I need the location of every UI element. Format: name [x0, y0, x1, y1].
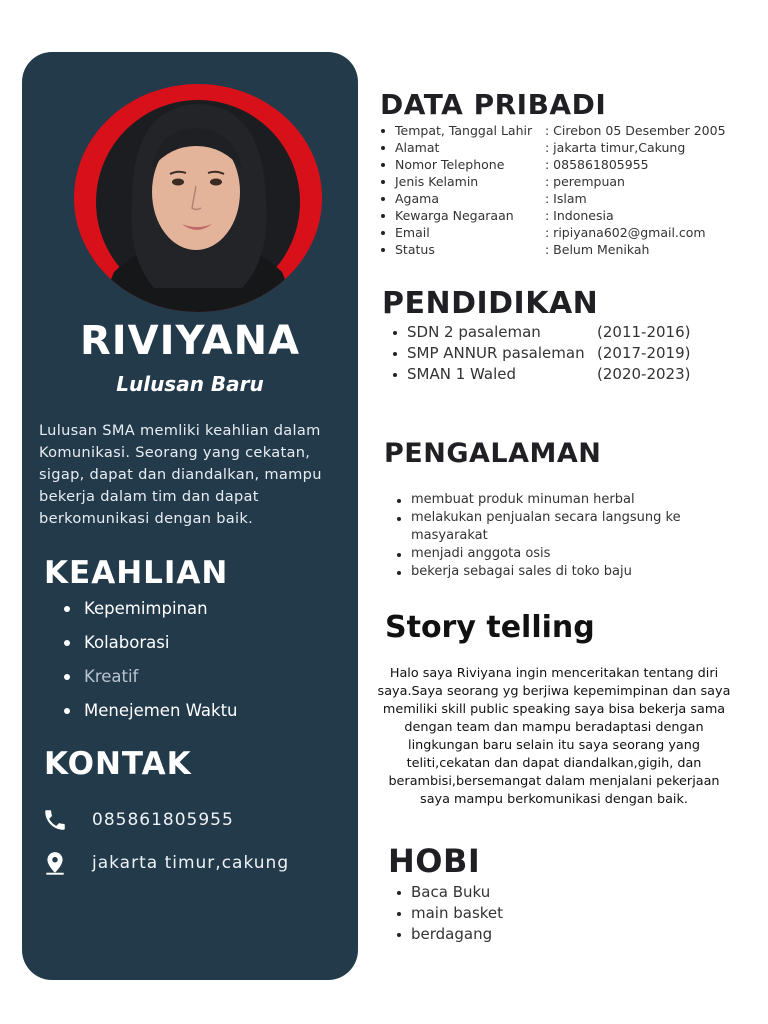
- experience-item: membuat produk minuman herbal: [396, 491, 716, 509]
- contact-address-row: [42, 848, 289, 878]
- sidebar-panel: [22, 52, 358, 980]
- personal-row: Alamat : jakarta timur,Cakung: [380, 139, 726, 156]
- experience-list: [396, 491, 716, 581]
- skill-item: Kolaborasi: [62, 632, 238, 666]
- skills-heading: KEAHLIAN: [44, 555, 229, 591]
- profile-photo: [74, 82, 322, 312]
- education-heading: PENDIDIKAN: [382, 286, 599, 321]
- phone-icon: [42, 807, 68, 833]
- contact-phone-row: [42, 805, 234, 835]
- hobby-item: berdagang: [396, 924, 503, 945]
- contact-heading: KONTAK: [44, 746, 192, 782]
- skill-item: Kepemimpinan: [62, 598, 238, 632]
- education-list: [392, 322, 690, 385]
- person-role: Lulusan Baru: [116, 372, 264, 396]
- personal-row: Email : ripiyana602@gmail.com: [380, 224, 726, 241]
- personal-row: Nomor Telephone : 085861805955: [380, 156, 726, 173]
- personal-row: Jenis Kelamin : perempuan: [380, 173, 726, 190]
- hobby-item: main basket: [396, 903, 503, 924]
- skills-list: [62, 598, 238, 734]
- contact-address: jakarta timur,cakung: [92, 853, 290, 873]
- story-heading: Story telling: [385, 610, 595, 645]
- personal-row: Agama : Islam: [380, 190, 726, 207]
- personal-data-heading: DATA PRIBADI: [380, 88, 607, 121]
- education-item: SMAN 1 Waled (2020-2023): [392, 364, 690, 385]
- story-text: Halo saya Riviyana ingin menceritakan tentang diri saya.Saya seorang yg berjiwa kepemimpinan dan saya memiliki skill public speaking saya bisa bekerja sama dengan team dan mampu beradaptasi dengan lingkungan baru selain itu saya seorang yang teliti,cekatan dan dapat diandalkan,gigih, dan berambisi,bersemangat dalam menjalani pekerjaan saya mampu berkomunikasi dengan baik.: [377, 666, 731, 807]
- personal-row: Status : Belum Menikah: [380, 241, 726, 258]
- skill-item: Menejemen Waktu: [62, 700, 238, 734]
- hobby-heading: HOBI: [388, 842, 481, 880]
- education-item: SMP ANNUR pasaleman (2017-2019): [392, 343, 690, 364]
- experience-item: melakukan penjualan secara langsung ke masyarakat: [396, 509, 716, 545]
- personal-row: Kewarga Negaraan : Indonesia: [380, 207, 726, 224]
- skill-item: Kreatif: [62, 666, 238, 700]
- experience-heading: PENGALAMAN: [384, 438, 602, 469]
- education-item: SDN 2 pasaleman (2011-2016): [392, 322, 690, 343]
- location-pin-icon: [42, 850, 68, 876]
- hobby-list: [396, 882, 503, 945]
- profile-summary: Lulusan SMA memliki keahlian dalam Komunikasi. Seorang yang cekatan, sigap, dapat dan diandalkan, mampu bekerja dalam tim dan dapat berkomunikasi dengan baik.: [39, 422, 322, 527]
- personal-row: Tempat, Tanggal Lahir : Cirebon 05 Desember 2005: [380, 122, 726, 139]
- contact-phone: 085861805955: [92, 810, 234, 830]
- experience-item: menjadi anggota osis: [396, 545, 716, 563]
- hobby-item: Baca Buku: [396, 882, 503, 903]
- experience-item: bekerja sebagai sales di toko baju: [396, 563, 716, 581]
- personal-data-list: [380, 122, 726, 258]
- person-name: RIVIYANA: [79, 318, 301, 364]
